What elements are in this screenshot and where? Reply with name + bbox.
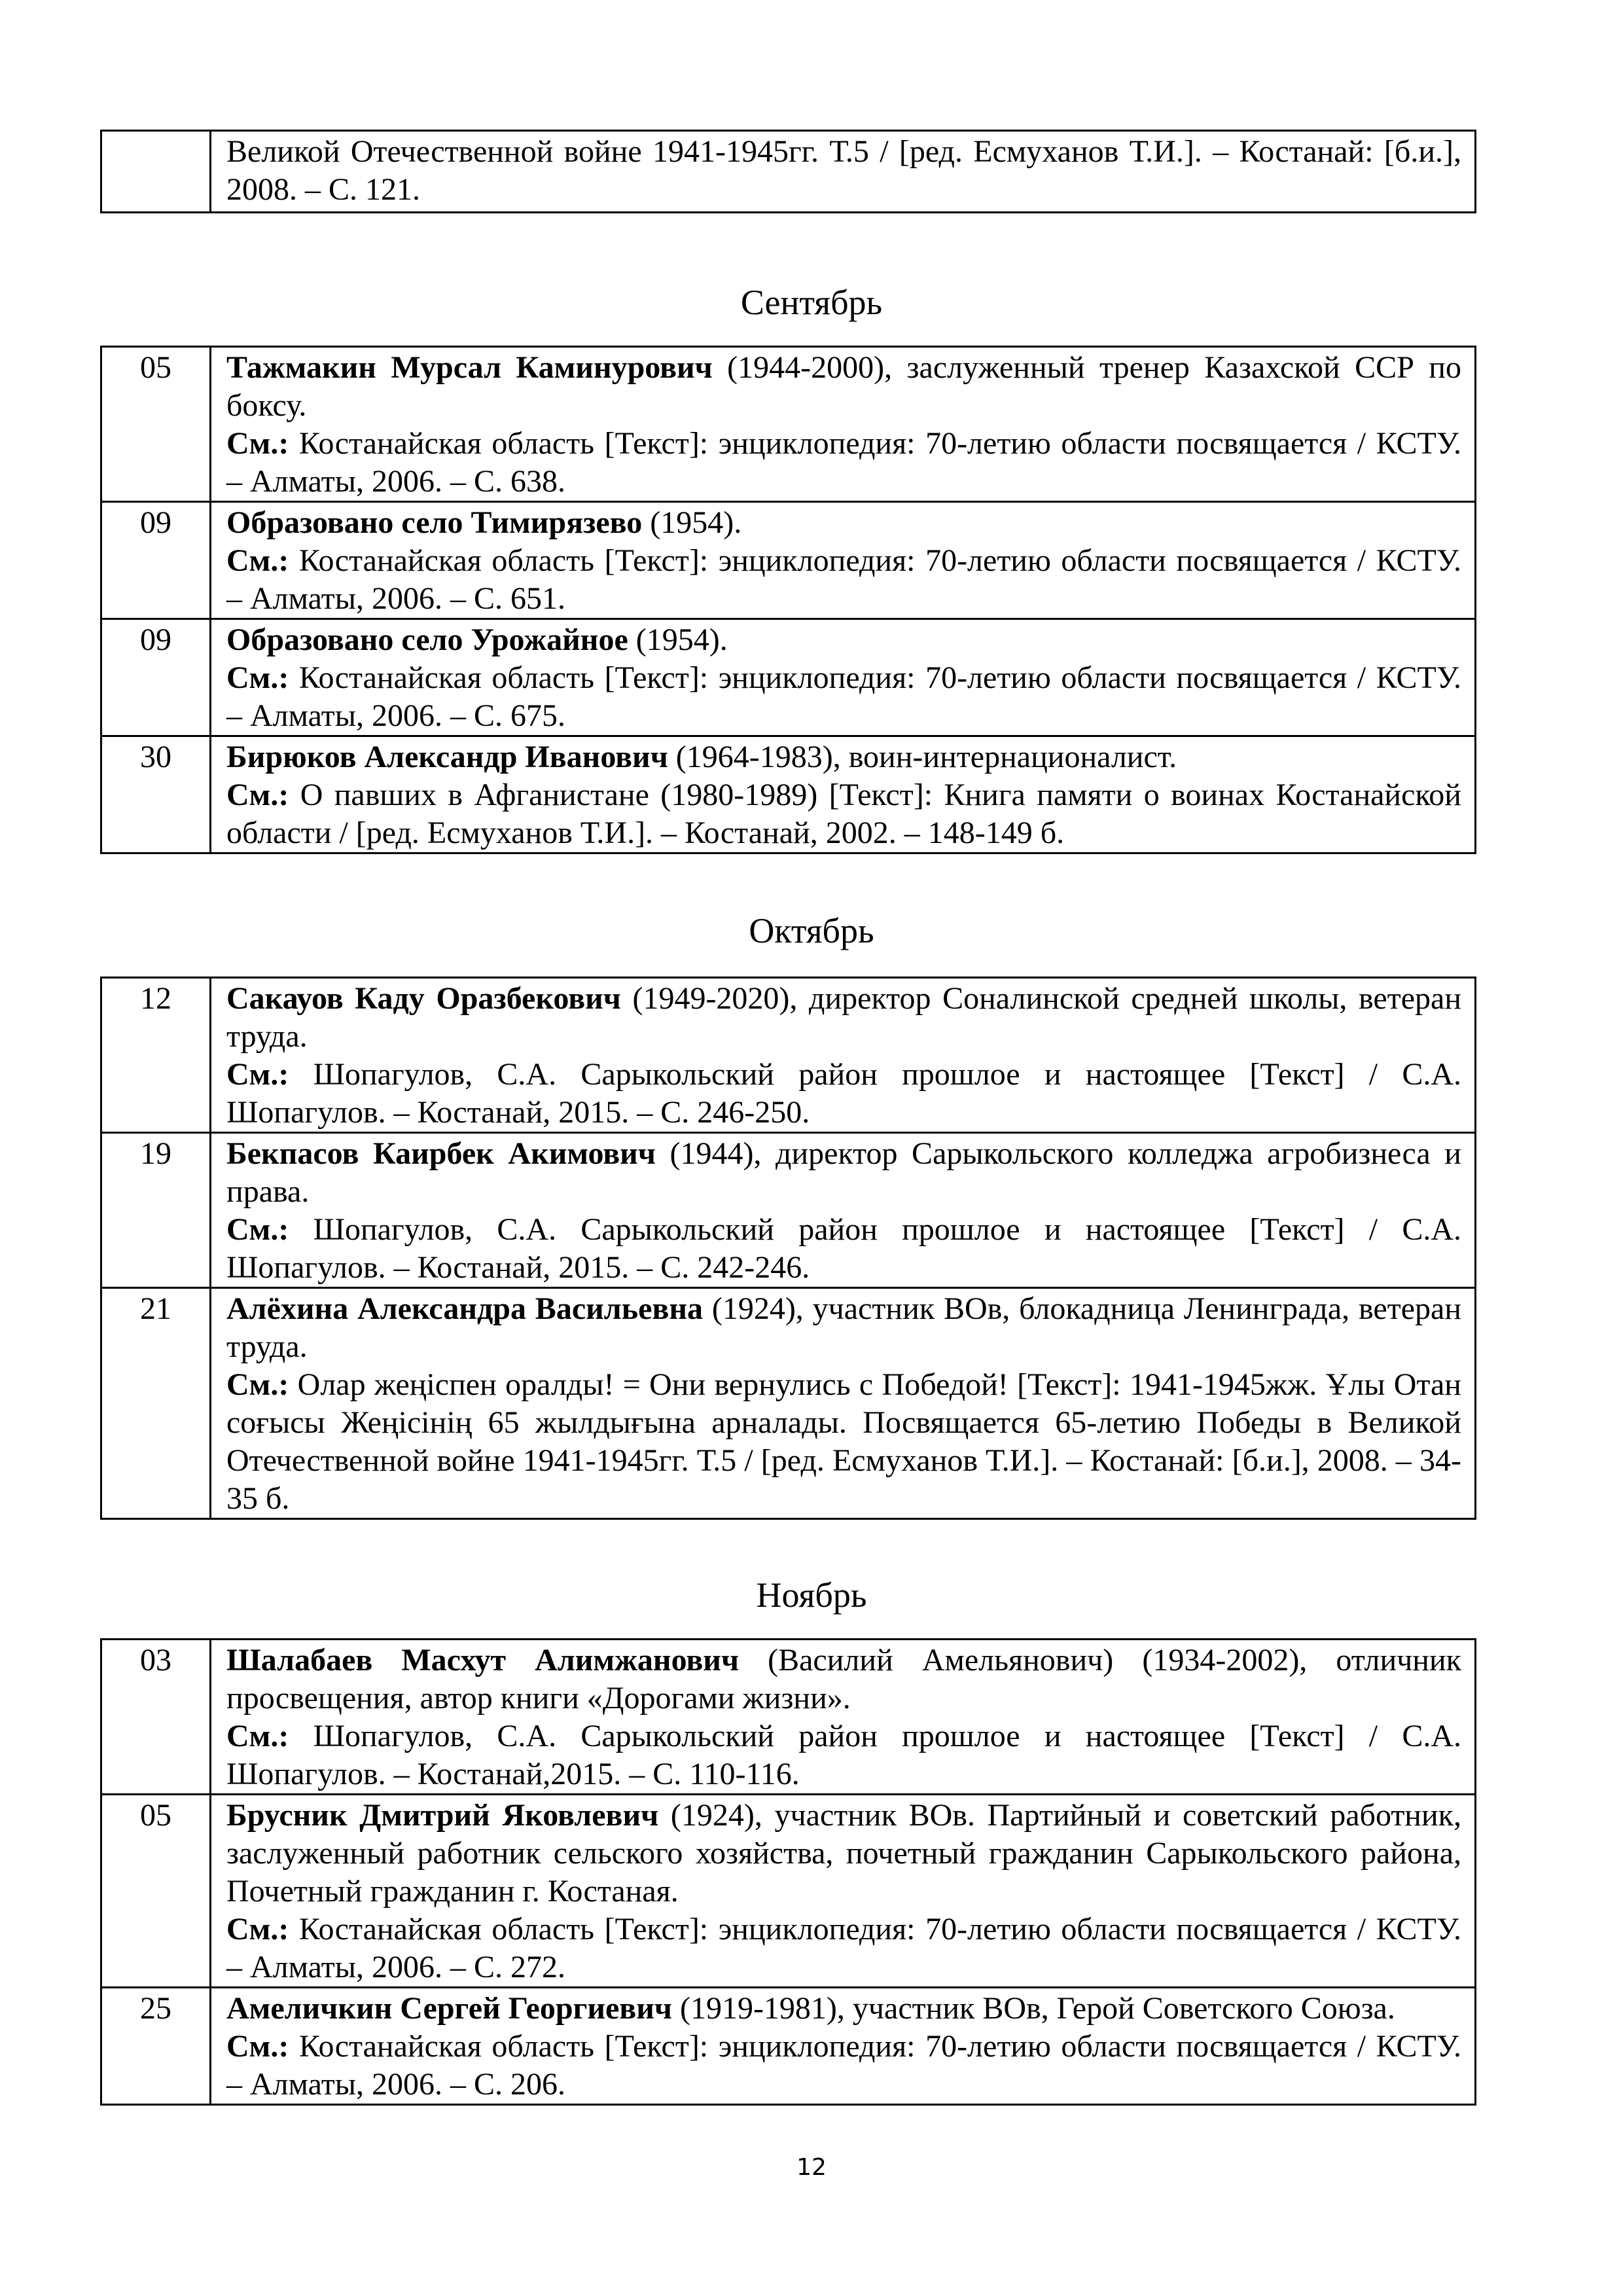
see-label: См.: bbox=[226, 543, 289, 578]
reference-text: Шопагулов, С.А. Сарыкольский район прошлое и настоящее [Текст] / С.А. Шопагулов. – Костанай,2015. – С. 110-116. bbox=[226, 1719, 1461, 1791]
table-row bbox=[101, 1988, 1476, 2105]
entry-reference bbox=[226, 2028, 1461, 2104]
entry-details: (Василий Амельянович) (1934-2002), отличник просвещения, автор книги «Дорогами жизни». bbox=[226, 1643, 1462, 1715]
entry-date: 05 bbox=[101, 347, 211, 502]
october-table bbox=[100, 977, 1476, 1520]
entry-content bbox=[211, 347, 1476, 502]
section-heading-november: Ноябрь bbox=[756, 1575, 867, 1615]
entry-content bbox=[211, 1133, 1476, 1288]
see-label: См.: bbox=[226, 2029, 289, 2064]
entry-reference bbox=[226, 776, 1461, 852]
entry-reference bbox=[226, 542, 1461, 618]
entry-name: Шалабаев Масхут Алимжанович bbox=[226, 1643, 740, 1677]
entry-details: (1954). bbox=[642, 505, 742, 540]
reference-text: Костанайская область [Текст]: энциклопедия: 70-летию области посвящается / КСТУ. – Алматы, 2006. – С. 206. bbox=[226, 2029, 1461, 2102]
entry-name: Образовано село Урожайное bbox=[226, 622, 628, 657]
entry-details: (1924), участник ВОв, блокадница Ленинграда, ветеран труда. bbox=[226, 1291, 1462, 1364]
table-row bbox=[101, 1640, 1476, 1795]
reference-text: Костанайская область [Текст]: энциклопедия: 70-летию области посвящается / КСТУ. – Алматы, 2006. – С. 675. bbox=[226, 660, 1461, 733]
entry-date: 25 bbox=[101, 1988, 211, 2105]
reference-text: Костанайская область [Текст]: энциклопедия: 70-летию области посвящается / КСТУ. – Алматы, 2006. – С. 651. bbox=[226, 543, 1461, 616]
entry-date: 19 bbox=[101, 1133, 211, 1288]
table-row bbox=[101, 502, 1476, 619]
table-row bbox=[101, 1288, 1476, 1519]
table-row bbox=[101, 978, 1476, 1133]
see-label: См.: bbox=[226, 1212, 289, 1247]
continuation-table bbox=[100, 130, 1476, 213]
reference-text: Шопагулов, С.А. Сарыкольский район прошлое и настоящее [Текст] / С.А. Шопагулов. – Костанай, 2015. – С. 246-250. bbox=[226, 1057, 1461, 1130]
entry-date: 03 bbox=[101, 1640, 211, 1795]
entry-name: Бекпасов Каирбек Акимович bbox=[226, 1136, 656, 1171]
entry-content bbox=[211, 619, 1476, 736]
entry-reference bbox=[226, 1056, 1461, 1132]
entry-name: Сакауов Каду Оразбекович bbox=[226, 981, 621, 1016]
see-label: См.: bbox=[226, 1912, 289, 1946]
entry-details: (1954). bbox=[628, 622, 728, 657]
reference-text: Костанайская область [Текст]: энциклопедия: 70-летию области посвящается / КСТУ. – Алматы, 2006. – С. 272. bbox=[226, 1912, 1461, 1984]
entry-description bbox=[226, 1641, 1461, 1717]
entry-date: 09 bbox=[101, 502, 211, 619]
entry-date: 30 bbox=[101, 736, 211, 853]
entry-reference bbox=[226, 1211, 1461, 1287]
entry-details: (1964-1983), воин-интернационалист. bbox=[668, 740, 1177, 774]
entry-name: Бирюков Александр Иванович bbox=[226, 740, 668, 774]
entry-description bbox=[226, 980, 1461, 1056]
see-label: См.: bbox=[226, 660, 289, 695]
entry-content bbox=[211, 502, 1476, 619]
entry-description bbox=[226, 1290, 1461, 1366]
entry-reference bbox=[226, 659, 1461, 735]
entry-content bbox=[211, 1288, 1476, 1519]
table-row bbox=[101, 736, 1476, 853]
entry-reference bbox=[226, 1717, 1461, 1793]
entry-date bbox=[101, 131, 211, 213]
entry-reference bbox=[226, 1910, 1461, 1986]
entry-content bbox=[211, 1988, 1476, 2105]
see-label: См.: bbox=[226, 426, 289, 461]
see-label: См.: bbox=[226, 1719, 289, 1753]
entry-date: 05 bbox=[101, 1795, 211, 1988]
entry-name: Амеличкин Сергей Георгиевич bbox=[226, 1991, 672, 2026]
entry-description bbox=[226, 1990, 1461, 2028]
entry-description bbox=[226, 1135, 1461, 1211]
see-label: См.: bbox=[226, 1367, 289, 1402]
entry-name: Брусник Дмитрий Яковлевич bbox=[226, 1798, 659, 1833]
entry-description bbox=[226, 738, 1461, 776]
entry-name: Образовано село Тимирязево bbox=[226, 505, 643, 540]
entry-reference bbox=[226, 1366, 1461, 1518]
table-row bbox=[101, 131, 1476, 213]
see-label: См.: bbox=[226, 778, 289, 812]
entry-content bbox=[211, 1795, 1476, 1988]
page-number: 12 bbox=[796, 2154, 827, 2181]
entry-description bbox=[226, 349, 1461, 425]
entry-content bbox=[211, 736, 1476, 853]
table-row bbox=[101, 347, 1476, 502]
table-row bbox=[101, 1133, 1476, 1288]
entry-description bbox=[226, 621, 1461, 659]
reference-text: Шопагулов, С.А. Сарыкольский район прошлое и настоящее [Текст] / С.А. Шопагулов. – Костанай, 2015. – С. 242-246. bbox=[226, 1212, 1461, 1285]
entry-name: Алёхина Александра Васильевна bbox=[226, 1291, 703, 1326]
november-table bbox=[100, 1638, 1476, 2106]
reference-text: Олар жеңіспен оралды! = Они вернулись с Победой! [Текст]: 1941-1945жж. Ұлы Отан соғысы Жеңісінің 65 жылдығына арналады. Посвящается 65-летию Победы в Великой Отечественной войне 1941-1945гг. Т.5 / [ред. Есмуханов Т.И.]. – Костанай: [б.и.], 2008. – 34-35 б. bbox=[226, 1367, 1461, 1516]
entry-date: 12 bbox=[101, 978, 211, 1133]
entry-reference bbox=[226, 425, 1461, 501]
entry-date: 09 bbox=[101, 619, 211, 736]
entry-details: (1944-2000), заслуженный тренер Казахской ССР по боксу. bbox=[226, 350, 1461, 423]
table-row bbox=[101, 619, 1476, 736]
see-label: См.: bbox=[226, 1057, 289, 1092]
entry-content bbox=[211, 978, 1476, 1133]
september-table bbox=[100, 346, 1476, 854]
entry-details: (1949-2020), директор Соналинской средней школы, ветеран труда. bbox=[226, 981, 1462, 1054]
section-heading-september: Сентябрь bbox=[740, 283, 883, 322]
entry-date: 21 bbox=[101, 1288, 211, 1519]
table-row bbox=[101, 1795, 1476, 1988]
entry-details: (1924), участник ВОв. Партийный и советский работник, заслуженный работник сельского хозяйства, почетный гражданин Сарыкольского района, Почетный гражданин г. Костаная. bbox=[226, 1798, 1461, 1909]
entry-description bbox=[226, 504, 1461, 542]
entry-details: (1919-1981), участник ВОв, Герой Советского Союза. bbox=[671, 1991, 1395, 2026]
entry-details: (1944), директор Сарыкольского колледжа агробизнеса и права. bbox=[226, 1136, 1461, 1209]
entry-content bbox=[211, 1640, 1476, 1795]
reference-text: О павших в Афганистане (1980-1989) [Текст]: Книга памяти о воинах Костанайской области / [ред. Есмуханов Т.И.]. – Костанай, 2002. – 148-149 б. bbox=[226, 778, 1461, 850]
entry-name: Тажмакин Мурсал Каминурович bbox=[226, 350, 713, 385]
section-heading-october: Октябрь bbox=[749, 911, 874, 950]
reference-text: Костанайская область [Текст]: энциклопедия: 70-летию области посвящается / КСТУ. – Алматы, 2006. – С. 638. bbox=[226, 426, 1461, 499]
entry-content: Великой Отечественной войне 1941-1945гг. Т.5 / [ред. Есмуханов Т.И.]. – Костанай: [б.и.], 2008. – С. 121. bbox=[211, 131, 1476, 213]
entry-description bbox=[226, 1797, 1461, 1910]
